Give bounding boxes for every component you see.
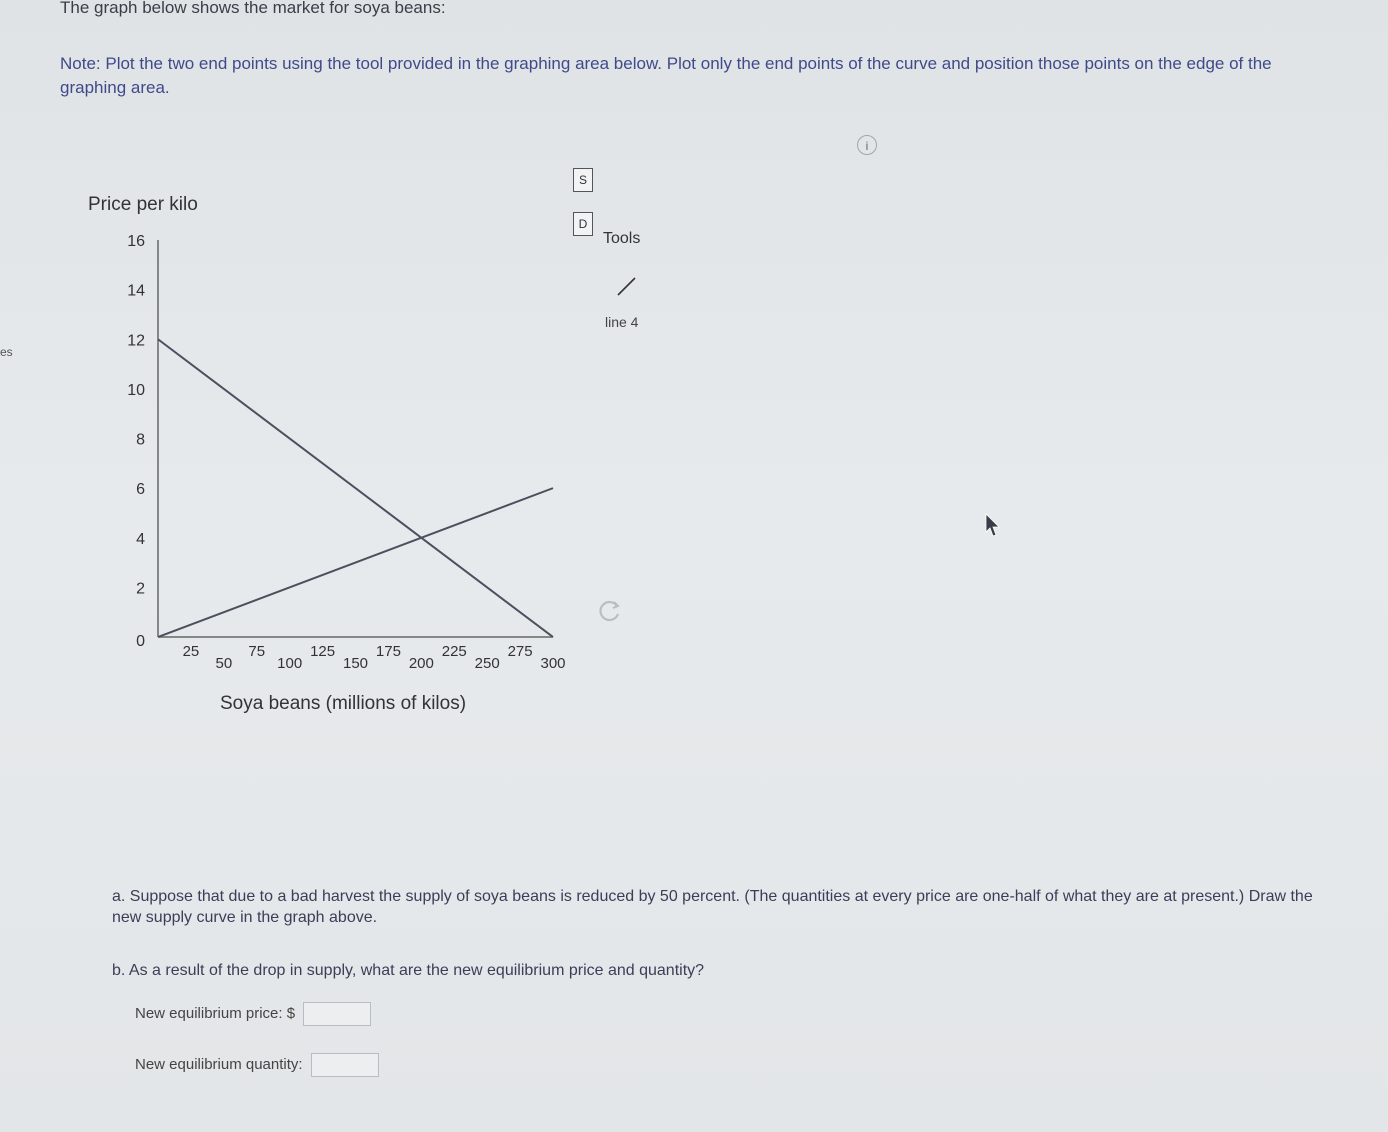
x-tick-label: 50 — [215, 655, 233, 672]
x-tick-label: 125 — [310, 643, 336, 660]
x-tick-labels — [183, 643, 566, 672]
x-tick-label: 250 — [474, 655, 500, 672]
x-tick-label: 300 — [540, 655, 566, 672]
quantity-label: New equilibrium quantity: — [135, 1055, 303, 1073]
x-axis-label: Soya beans (millions of kilos) — [220, 693, 467, 714]
x-tick-label: 25 — [182, 643, 200, 660]
quantity-row — [135, 1053, 379, 1077]
market-graph[interactable] — [0, 0, 600, 730]
question-a: a. Suppose that due to a bad harvest the supply of soya beans is reduced by 50 percent. (The quantities at every price are one-half of what they are at present.) Draw the new supply curve in the graph above. — [112, 888, 1313, 926]
line-icon — [615, 272, 639, 298]
y-tick-label: 14 — [127, 282, 145, 300]
y-tick-label: 2 — [136, 580, 145, 598]
y-tick-labels — [127, 233, 145, 650]
supply-curve-tool[interactable]: S — [573, 168, 593, 192]
tools-heading: Tools — [603, 230, 641, 247]
intro-text: The graph below shows the market for soya beans: — [60, 0, 446, 17]
price-input[interactable] — [303, 1002, 371, 1026]
demand-curve[interactable] — [158, 339, 553, 637]
y-tick-label: 0 — [136, 633, 145, 650]
line-tool[interactable] — [603, 272, 647, 330]
x-tick-label: 275 — [507, 643, 533, 660]
quantity-input[interactable] — [311, 1053, 379, 1077]
y-tick-label: 10 — [127, 381, 145, 399]
y-tick-label: 12 — [127, 332, 145, 350]
curves — [158, 339, 553, 637]
supply-curve[interactable] — [158, 488, 553, 637]
price-row — [135, 1002, 371, 1026]
line-tool-label: line 4 — [605, 314, 639, 330]
y-tick-label: 4 — [136, 530, 145, 548]
x-tick-label: 200 — [408, 655, 434, 672]
y-axis-label: Price per kilo — [88, 194, 198, 215]
question-b: b. As a result of the drop in supply, what are the new equilibrium price and quantity? — [112, 962, 705, 979]
demand-curve-tool[interactable]: D — [573, 212, 593, 236]
cut-off-text: es — [0, 345, 13, 359]
y-tick-label: 8 — [136, 431, 145, 449]
mouse-cursor-icon — [984, 512, 1002, 538]
x-tick-label: 150 — [342, 655, 369, 672]
x-tick-label: 175 — [375, 643, 401, 660]
x-tick-label: 225 — [441, 643, 467, 660]
reset-icon[interactable] — [597, 598, 623, 624]
price-label: New equilibrium price: $ — [135, 1004, 296, 1022]
y-tick-label: 16 — [127, 233, 145, 250]
y-tick-label: 6 — [136, 481, 145, 499]
instruction-note: Note: Plot the two end points using the tool provided in the graphing area below. Plot only the end points of the curve and position those points on the edge of the graphing area. — [60, 54, 1272, 97]
x-tick-label: 100 — [277, 655, 303, 672]
x-tick-label: 75 — [248, 643, 266, 660]
info-icon[interactable]: i — [857, 135, 877, 155]
